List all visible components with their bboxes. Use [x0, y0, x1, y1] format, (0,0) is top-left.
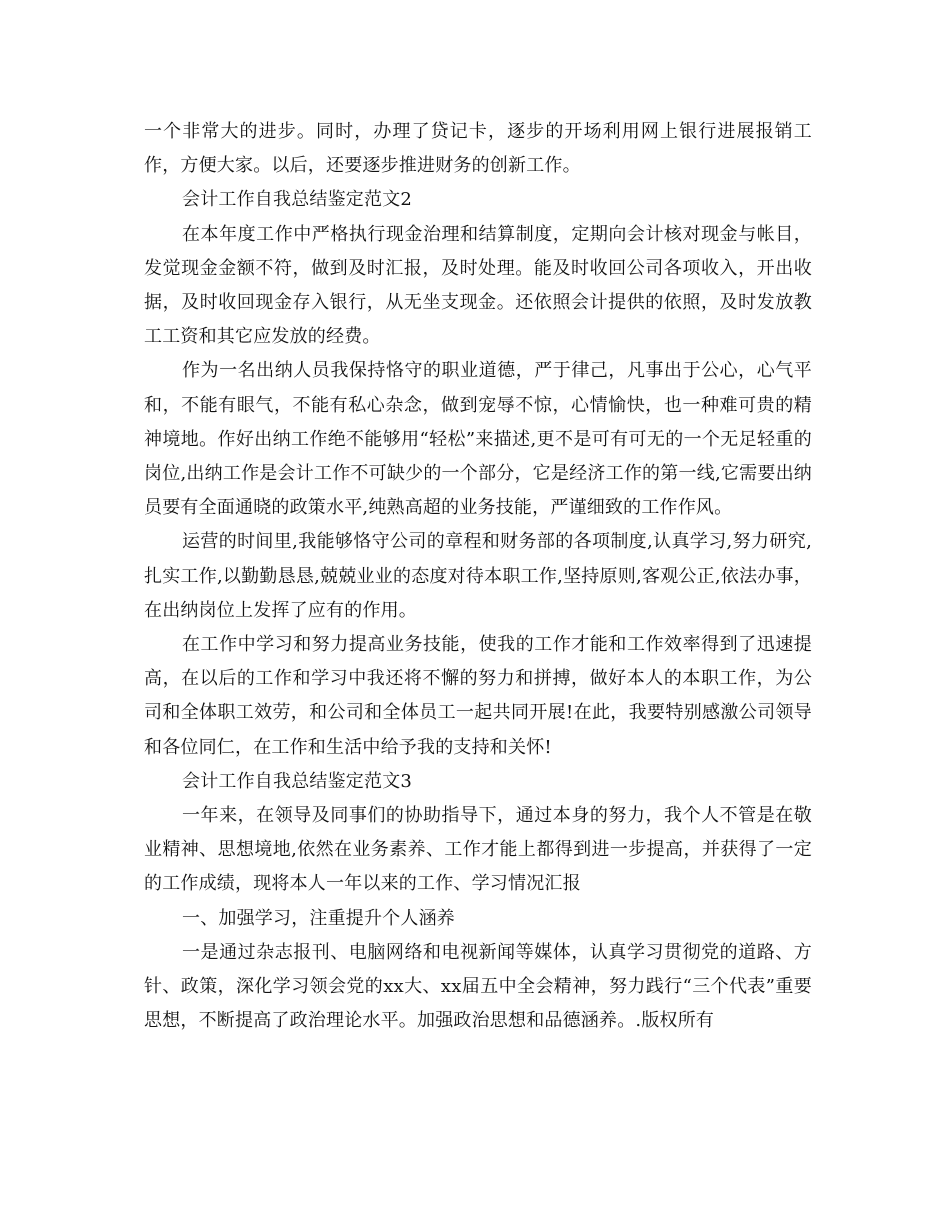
paragraph-political-study: 一是通过杂志报刊、电脑网络和电视新闻等媒体，认真学习贯彻党的道路、方针、政策，深化学习领会党的xx大、xx届五中全会精神，努力践行“三个代表”重要思想，不断提高了政治理论水平。加强政治思想和品德涵养。.版权所有 — [144, 941, 812, 1032]
document-body — [144, 115, 812, 1038]
paragraph-professional-ethics: 作为一名出纳人员我保持恪守的职业道德，严于律己，凡事出于公心，心气平和，不能有眼气，不能有私心杂念，做到宠辱不惊，心情愉快，也一种难可贵的精神境地。作好出纳工作绝不能够用“轻松”来描述,更不是可有可无的一个无足轻重的岗位,出纳工作是会计工作不可缺少的一个部分，它是经济工作的第一线,它需要出纳员要有全面通晓的政策水平,纯熟高超的业务技能，严谨细致的工作作风。 — [144, 360, 812, 519]
paragraph-operations: 运营的时间里,我能够恪守公司的章程和财务部的各项制度,认真学习,努力研究,扎实工作,以勤勤恳恳,兢兢业业的态度对待本职工作,坚持原则,客观公正,依法办事，在出纳岗位上发挥了应有的作用。 — [144, 531, 812, 621]
section-heading-3: 会计工作自我总结鉴定范文3 — [182, 770, 413, 792]
paragraph-skills-gratitude: 在工作中学习和努力提高业务技能，使我的工作才能和工作效率得到了迅速提高，在以后的工作和学习中我还将不懈的努力和拼搏，做好本人的本职工作，为公司和全体职工效劳，和公司和全体员工一起共同开展!在此，我要特别感激公司领导和各位同仁，在工作和生活中给予我的支持和关怀! — [144, 634, 812, 758]
paragraph-year-summary: 一年来，在领导及同事们的协助指导下，通过本身的努力，我个人不管是在敬业精神、思想境地,依然在业务素养、工作才能上都得到进一步提高，并获得了一定的工作成绩，现将本人一年以来的工作、学习情况汇报 — [144, 805, 812, 895]
paragraph-cash-management: 在本年度工作中严格执行现金治理和结算制度，定期向会计核对现金与帐目，发觉现金金额不符，做到及时汇报，及时处理。能及时收回公司各项收入，开出收据，及时收回现金存入银行，从无坐支现金。还依照会计提供的依照，及时发放教工工资和其它应发放的经费。 — [144, 223, 812, 348]
paragraph-continuation: 一个非常大的进步。同时，办理了贷记卡，逐步的开场利用网上银行进展报销工作，方便大家。以后，还要逐步推进财务的创新工作。 — [144, 121, 812, 177]
subheading-strengthen-learning: 一、加强学习，注重提升个人涵养 — [182, 907, 455, 929]
section-heading-2: 会计工作自我总结鉴定范文2 — [182, 189, 413, 211]
